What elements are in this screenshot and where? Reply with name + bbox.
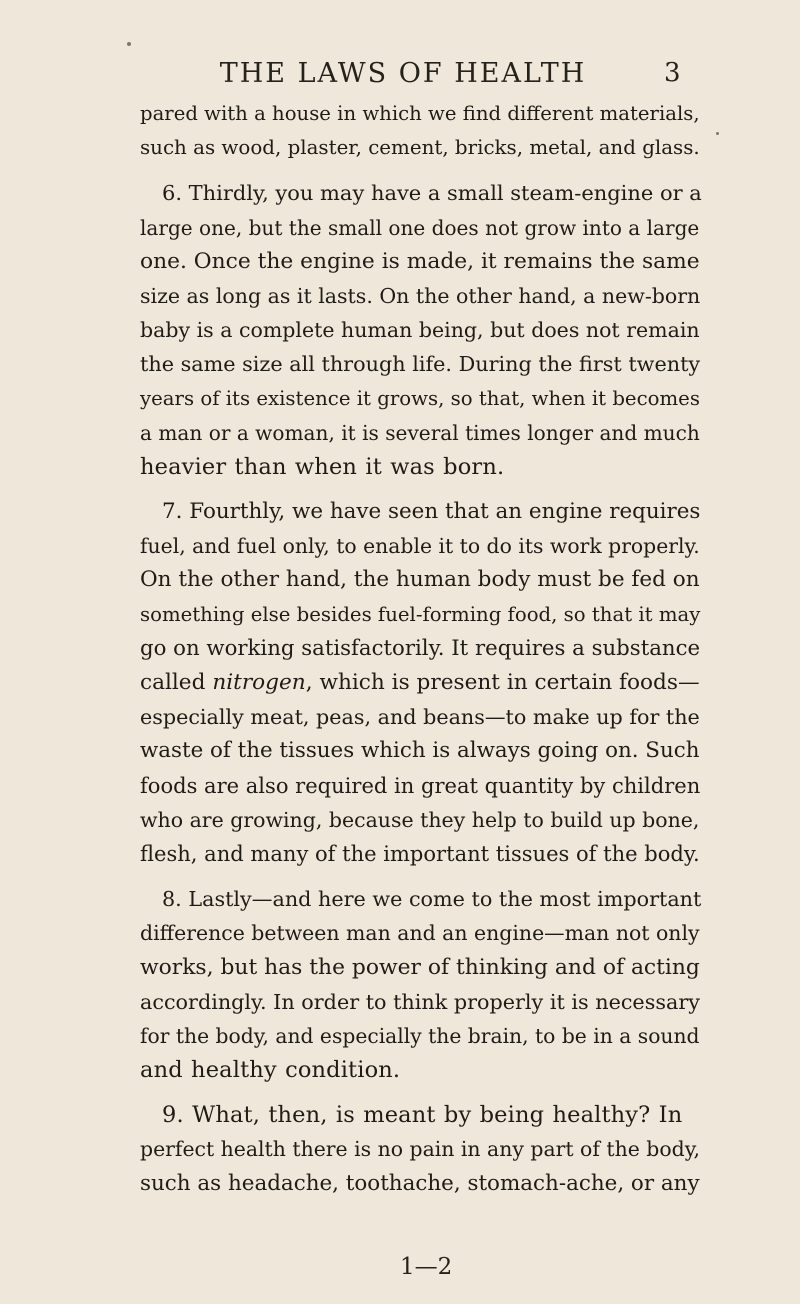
ink-speck: [716, 132, 719, 135]
text-line: accordingly. In order to think properly it is necessary: [140, 989, 700, 1014]
body-text: [140, 97, 700, 1201]
text-line: heavier than when it was born.: [140, 453, 505, 480]
paragraph-6: [140, 176, 700, 484]
text-line: such as wood, plaster, cement, bricks, metal, and glass.: [140, 136, 700, 160]
text-line: 8. Lastly—and here we come to the most important: [162, 887, 702, 912]
text-line: baby is a complete human being, but does not remain: [140, 318, 700, 343]
text-line: go on working satisfactorily. It requires a substance: [140, 635, 701, 661]
text-line: pared with a house in which we find different materials,: [140, 102, 700, 125]
text-line: the same size all through life. During the first twenty: [140, 352, 701, 377]
text-line: especially meat, peas, and beans—to make up for the: [140, 705, 700, 730]
text-line: 9. What, then, is meant by being healthy? In: [162, 1102, 683, 1129]
text-line: fuel, and fuel only, to enable it to do its work properly.: [140, 534, 700, 559]
text-line: flesh, and many of the important tissues of the body.: [140, 840, 700, 866]
text-line: waste of the tissues which is always going on. Such: [140, 738, 700, 764]
text-line: for the body, and especially the brain, to be in a sound: [140, 1023, 700, 1048]
text-line: 6. Thirdly, you may have a small steam-engine or a: [162, 181, 702, 206]
paragraph-7: [140, 495, 700, 871]
text-line: 7. Fourthly, we have seen that an engine requires: [162, 499, 701, 525]
paragraph-continued: [140, 97, 700, 165]
text-line: works, but has the power of thinking and of acting: [140, 954, 700, 980]
ink-speck: [127, 42, 131, 46]
text-line: something else besides fuel-forming food, so that it may: [140, 602, 701, 626]
text-line: one. Once the engine is made, it remains the same: [140, 248, 700, 274]
text-line: foods are also required in great quantity by children: [140, 772, 701, 798]
text-line: who are growing, because they help to build up bone,: [140, 807, 700, 832]
text-line: a man or a woman, it is several times longer and much: [140, 420, 700, 445]
text-line: On the other hand, the human body must be fed on: [140, 567, 700, 593]
text-line: size as long as it lasts. On the other hand, a new-born: [140, 283, 701, 308]
running-head: THE LAWS OF HEALTH: [219, 58, 587, 89]
text-line: such as headache, toothache, stomach-ache, or any: [140, 1170, 700, 1196]
paragraph-8: [140, 882, 700, 1087]
paragraph-9: [140, 1098, 700, 1201]
page-number: 3: [664, 58, 681, 88]
signature-mark: 1—2: [400, 1254, 453, 1280]
text-line: and healthy condition.: [140, 1057, 401, 1084]
text-line: difference between man and an engine—man not only: [140, 921, 700, 946]
text-line: perfect health there is no pain in any part of the body,: [140, 1137, 700, 1162]
text-line: years of its existence it grows, so that, when it becomes: [140, 386, 700, 410]
text-line: large one, but the small one does not grow into a large: [140, 215, 700, 240]
text-line: called nitrogen, which is present in certain foods—: [140, 670, 700, 695]
